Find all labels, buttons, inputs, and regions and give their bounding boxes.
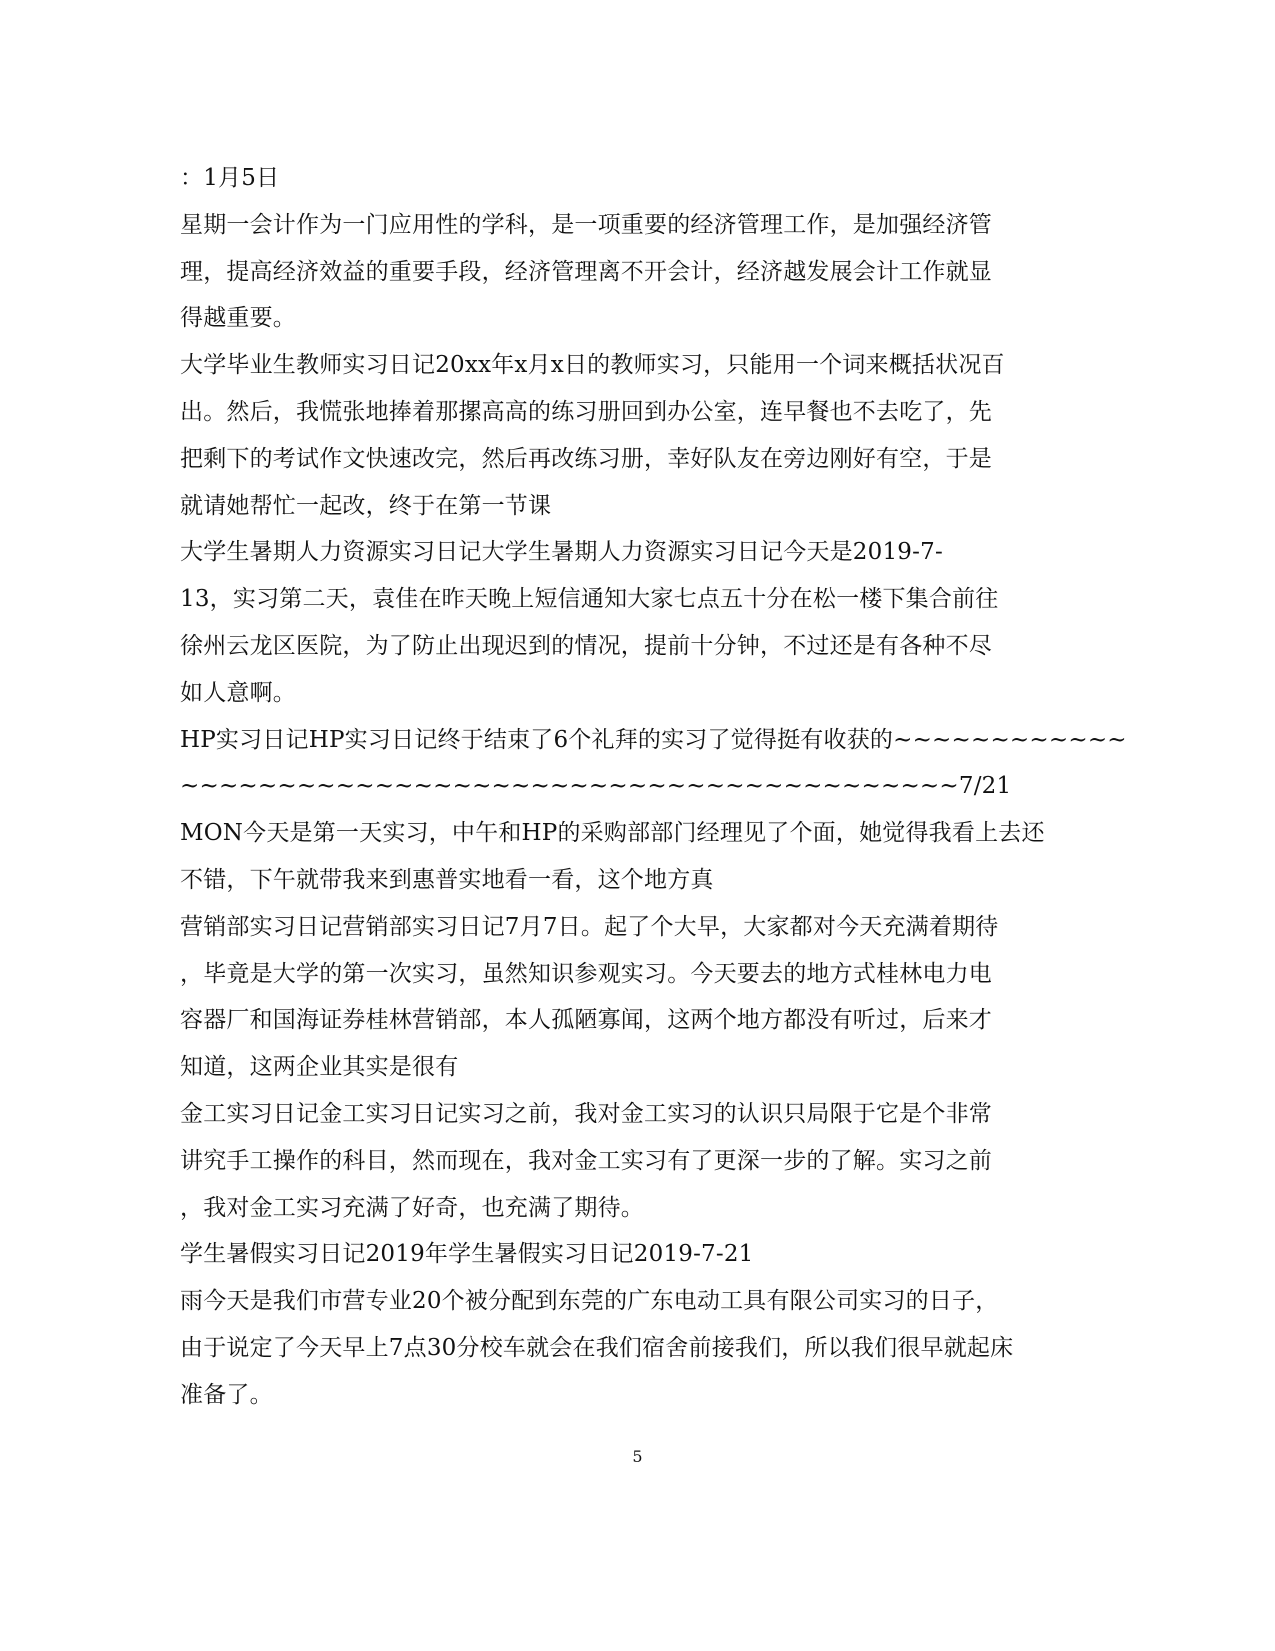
- text-line: 星期一会计作为一门应用性的学科，是一项重要的经济管理工作，是加强经济管: [180, 211, 992, 238]
- text-line: 准备了。: [180, 1381, 273, 1408]
- text-line: 知道，这两企业其实是很有: [180, 1054, 459, 1081]
- text-line: HP实习日记HP实习日记终于结束了6个礼拜的实习了觉得挺有收获的~~~~~~~~~~~~: [180, 726, 1127, 753]
- text-line: 金工实习日记金工实习日记实习之前，我对金工实习的认识只局限于它是个非常: [180, 1100, 992, 1127]
- text-line: ~~~~~~~~~~~~~~~~~~~~~~~~~~~~~~~~~~~~~~~~7/21: [180, 773, 1012, 800]
- text-line: 13，实习第二天，袁佳在昨天晚上短信通知大家七点五十分在松一楼下集合前往: [180, 586, 999, 613]
- text-line: ，我对金工实习充满了好奇，也充满了期待。: [180, 1194, 644, 1221]
- text-line: 营销部实习日记营销部实习日记7月7日。起了个大早，大家都对今天充满着期待: [180, 913, 999, 940]
- text-line: 雨今天是我们市营专业20个被分配到东莞的广东电动工具有限公司实习的日子，: [180, 1288, 999, 1315]
- text-line: 徐州云龙区医院，为了防止出现迟到的情况，提前十分钟，不过还是有各种不尽: [180, 632, 992, 659]
- text-line: 如人意啊。: [180, 679, 296, 706]
- text-line: 得越重要。: [180, 305, 296, 332]
- text-line: 不错，下午就带我来到惠普实地看一看，这个地方真: [180, 866, 714, 893]
- document-body: [180, 155, 1127, 1419]
- text-line: 讲究手工操作的科目，然而现在，我对金工实习有了更深一步的了解。实习之前: [180, 1147, 992, 1174]
- text-line: 由于说定了今天早上7点30分校车就会在我们宿舍前接我们，所以我们很早就起床: [180, 1334, 1014, 1361]
- text-line: MON今天是第一天实习，中午和HP的采购部部门经理见了个面，她觉得我看上去还: [180, 820, 1045, 847]
- text-line: 大学毕业生教师实习日记20xx年x月x日的教师实习，只能用一个词来概括状况百: [180, 352, 1005, 379]
- text-line: 出。然后，我慌张地捧着那摞高高的练习册回到办公室，连早餐也不去吃了，先: [180, 398, 992, 425]
- text-line: 理，提高经济效益的重要手段，经济管理离不开会计，经济越发展会计工作就显: [180, 258, 992, 285]
- text-line: 学生暑假实习日记2019年学生暑假实习日记2019-7-21: [180, 1241, 754, 1268]
- text-line: 把剩下的考试作文快速改完，然后再改练习册，幸好队友在旁边刚好有空，于是: [180, 445, 992, 472]
- text-line: 容器厂和国海证券桂林营销部，本人孤陋寡闻，这两个地方都没有听过，后来才: [180, 1007, 992, 1034]
- text-line: 大学生暑期人力资源实习日记大学生暑期人力资源实习日记今天是2019-7-: [180, 539, 943, 566]
- text-line: 就请她帮忙一起改，终于在第一节课: [180, 492, 552, 519]
- text-line: ：1月5日: [180, 165, 280, 191]
- page-number: 5: [632, 1447, 643, 1466]
- text-line: ，毕竟是大学的第一次实习，虽然知识参观实习。今天要去的地方式桂林电力电: [180, 960, 992, 987]
